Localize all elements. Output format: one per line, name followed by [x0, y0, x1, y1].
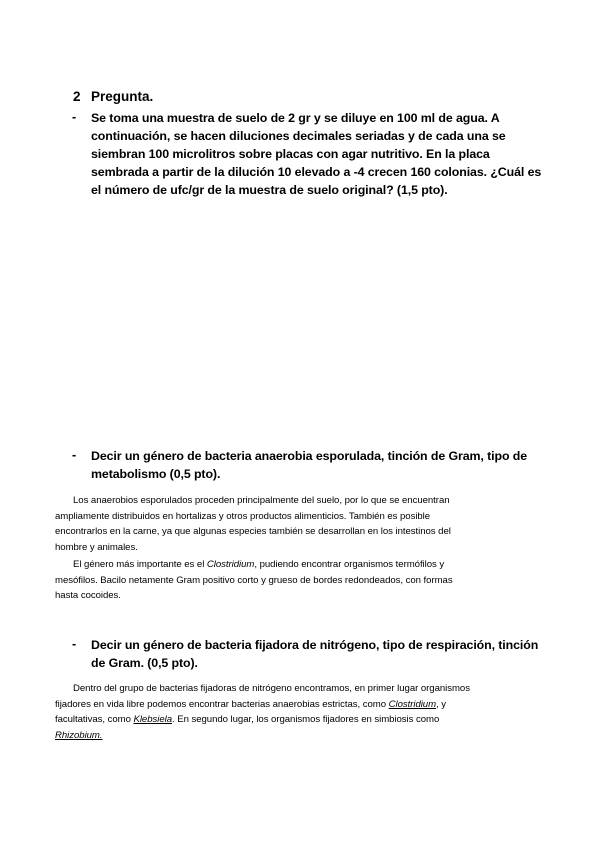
q1-text: [91, 109, 541, 199]
q1-line: el número de ufc/gr de la muestra de suelo original? (1,5 pto).: [91, 183, 448, 197]
answer-text: . En segundo lugar, los organismos fijadores en simbiosis como: [171, 714, 440, 725]
q3-dash: -: [72, 637, 77, 651]
answer-line: [55, 557, 555, 573]
answer-line: [55, 697, 555, 713]
klebsiela-link[interactable]: Klebsiela: [133, 714, 172, 725]
q3-line: de Gram. (0,5 pto).: [91, 656, 198, 670]
rhizobium-link[interactable]: Rhizobium.: [55, 729, 103, 741]
q1-line: sembrada a partir de la dilución 10 elevado a -4 crecen 160 colonias. ¿Cuál es: [91, 165, 542, 179]
q2-line: metabolismo (0,5 pto).: [91, 467, 221, 481]
q2-answer-paragraph-2: [55, 557, 555, 604]
answer-line: mesófilos. Bacilo netamente Gram positivo corto y grueso de bordes redondeados, con formas: [55, 574, 453, 586]
q2-text: [91, 447, 527, 483]
answer-line: Dentro del grupo de bacterias fijadoras de nitrógeno encontramos, en primer lugar organismos: [73, 683, 470, 694]
answer-line: [55, 712, 555, 728]
clostridium-link[interactable]: Clostridium: [388, 698, 437, 710]
q1-line: siembran 100 microlitros sobre placas con agar nutritivo. En la placa: [91, 147, 490, 161]
genus-name: Clostridium: [206, 559, 255, 570]
answer-line: hasta cocoides.: [55, 590, 121, 601]
q3-line: Decir un género de bacteria fijadora de nitrógeno, tipo de respiración, tinción: [91, 638, 539, 652]
answer-text: facultativas, como: [55, 714, 134, 725]
q2-line: Decir un género de bacteria anaerobia esporulada, tinción de Gram, tipo de: [91, 449, 528, 463]
question-title: Pregunta.: [91, 89, 154, 104]
answer-text: fijadores en vida libre podemos encontrar bacterias anaerobias estrictas, como: [55, 698, 389, 710]
q3-text: [91, 636, 538, 672]
answer-text: , pudiendo encontrar organismos termófilos y: [254, 559, 445, 570]
answer-text: El género más importante es el: [73, 559, 207, 570]
q1-dash: -: [72, 110, 77, 124]
answer-line: hombre y animales.: [55, 541, 138, 553]
answer-line: ampliamente distribuidos en hortalizas y otros productos alimenticios. También es posible: [55, 510, 431, 522]
answer-line: [55, 728, 555, 744]
q3-answer-paragraph: [55, 681, 555, 743]
q1-line: Se toma una muestra de suelo de 2 gr y se diluye en 100 ml de agua. A: [91, 111, 500, 125]
answer-line: encontrarlos en la carne, ya que algunas especies también se desarrollan en los intestinos del: [55, 526, 451, 537]
answer-text: , y: [436, 698, 447, 710]
question-number: 2: [73, 89, 81, 104]
q1-line: continuación, se hacen diluciones decimales seriadas y de cada una se: [91, 129, 506, 143]
q2-answer-paragraph-1: [55, 493, 555, 555]
answer-line: Los anaerobios esporulados proceden principalmente del suelo, por lo que se encuentran: [73, 495, 450, 506]
q2-dash: -: [72, 448, 77, 462]
